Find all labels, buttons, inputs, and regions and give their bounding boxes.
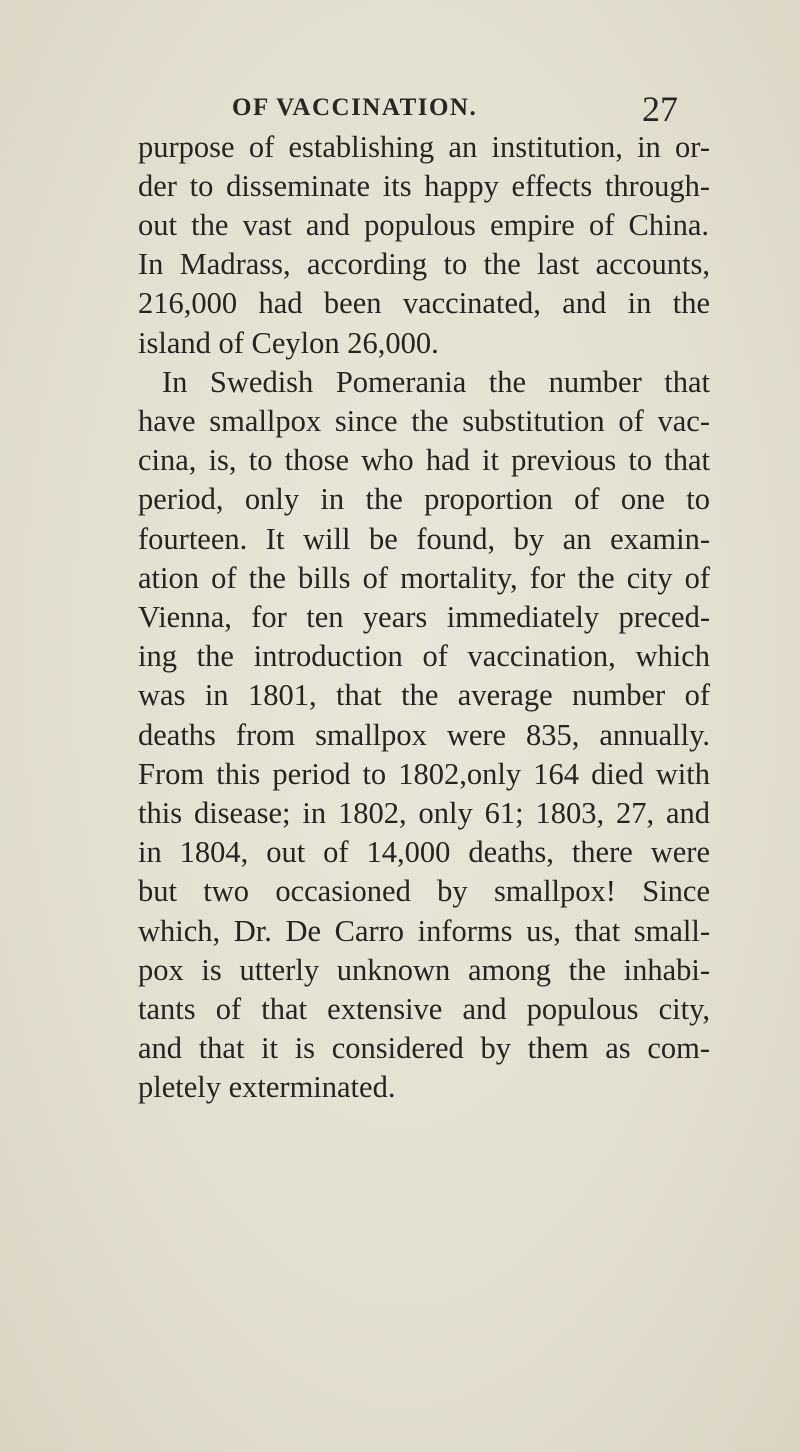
text-line: was in 1801, that the average number of — [138, 678, 710, 712]
text-line: pletely exterminated. — [138, 1070, 396, 1104]
text-line: island of Ceylon 26,000. — [138, 326, 439, 360]
text-line: ing the introduction of vaccination, which — [138, 639, 710, 673]
text-line: purpose of establishing an institution, in or- — [138, 130, 710, 164]
running-head — [0, 88, 800, 128]
text-line: and that it is considered by them as com- — [138, 1031, 710, 1065]
text-line: der to disseminate its happy effects through- — [138, 169, 710, 203]
text-line: have smallpox since the substitution of vac- — [138, 404, 710, 438]
text-line: In Madrass, according to the last accounts, — [138, 247, 710, 281]
text-line: this disease; in 1802, only 61; 1803, 27, and — [138, 796, 710, 830]
text-line: but two occasioned by smallpox! Since — [138, 874, 710, 908]
text-line: From this period to 1802,only 164 died with — [138, 757, 710, 791]
text-line: cina, is, to those who had it previous to that — [138, 443, 710, 477]
text-line: ation of the bills of mortality, for the city of — [138, 561, 710, 595]
text-line: tants of that extensive and populous city, — [138, 992, 710, 1026]
text-line: In Swedish Pomerania the number that — [162, 365, 710, 399]
text-line: deaths from smallpox were 835, annually. — [138, 718, 710, 752]
text-line: period, only in the proportion of one to — [138, 482, 710, 516]
text-line: fourteen. It will be found, by an examin- — [138, 522, 710, 556]
text-line: Vienna, for ten years immediately preced- — [138, 600, 710, 634]
chapter-title: OF VACCINATION. — [232, 94, 478, 121]
text-line: in 1804, out of 14,000 deaths, there were — [138, 835, 710, 869]
text-line: 216,000 had been vaccinated, and in the — [138, 286, 710, 320]
text-line: pox is utterly unknown among the inhabi- — [138, 953, 710, 987]
text-line: out the vast and populous empire of China. — [138, 208, 709, 242]
text-line: which, Dr. De Carro informs us, that small- — [138, 914, 710, 948]
page-number: 27 — [642, 89, 678, 129]
